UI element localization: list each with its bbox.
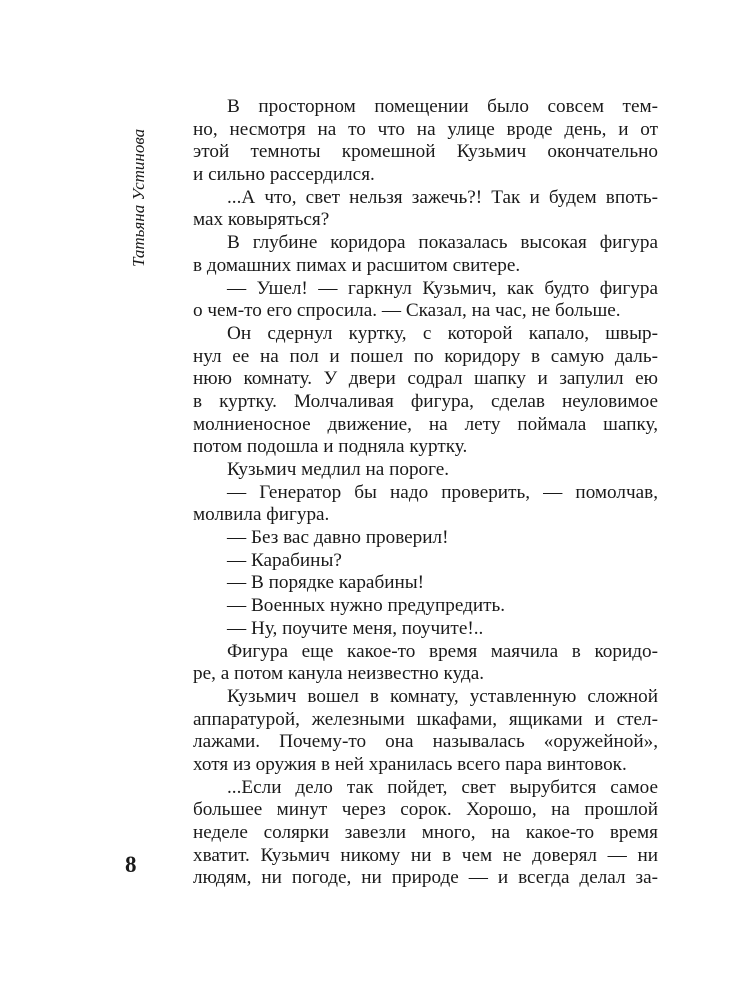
text-line: и сильно рассердился.	[193, 164, 375, 186]
running-header-text: Татьяна Устинова	[129, 128, 148, 267]
text-line: неделе солярки завезли много, на какое-то время	[193, 822, 658, 843]
text-line: — Карабины?	[227, 549, 342, 571]
text-line: — Генератор бы надо проверить, — помолчав,	[227, 481, 658, 503]
text-line: нюю комнату. У двери содрал шапку и запулил ею	[193, 368, 658, 390]
text-line: хотя из оружия в ней хранилась всего пара винтовок.	[193, 753, 627, 775]
page-number: 8	[125, 852, 137, 877]
text-line: нул ее на пол и пошел по коридору в самую даль-	[193, 345, 658, 367]
text-line: о чем-то его спросила. — Сказал, на час, не больше.	[193, 300, 621, 322]
text-line: потом подошла и подняла куртку.	[193, 436, 468, 458]
text-line: В глубине коридора показалась высокая фигура	[227, 232, 658, 254]
text-line: — В порядке карабины!	[227, 572, 425, 594]
text-line: Кузьмич медлил на пороге.	[227, 459, 450, 480]
text-line: большее минут через сорок. Хорошо, на прошлой	[193, 799, 658, 821]
text-line: — Ну, поучите меня, поучите!..	[227, 617, 484, 639]
text-line: ...А что, свет нельзя зажечь?! Так и будем впоть-	[227, 186, 658, 208]
text-line: людям, ни погоде, ни природе — и всегда делал за-	[193, 867, 658, 889]
text-line: в домашних пимах и расшитом свитере.	[193, 254, 521, 276]
text-line: — Без вас давно проверил!	[227, 527, 449, 549]
text-line: этой темноты кромешной Кузьмич окончательно	[193, 141, 658, 163]
text-line: ...Если дело так пойдет, свет вырубится самое	[227, 776, 658, 798]
text-line: В просторном помещении было совсем тем-	[227, 96, 658, 117]
text-line: хватит. Кузьмич никому ни в чем не доверял — ни	[193, 844, 658, 866]
text-line: мах ковыряться?	[193, 209, 330, 231]
text-line: молвила фигура.	[193, 504, 330, 526]
text-line: но, несмотря на то что на улице вроде день, и от	[193, 118, 658, 140]
text-line: молниеносное движение, на лету поймала шапку,	[193, 413, 658, 435]
text-line: лажами. Почему-то она называлась «оружейной»,	[193, 731, 658, 753]
text-line: — Ушел! — гаркнул Кузьмич, как будто фигура	[227, 277, 658, 299]
text-line: Кузьмич вошел в комнату, уставленную сложной	[227, 685, 658, 707]
text-line: в куртку. Молчаливая фигура, сделав неуловимое	[193, 390, 658, 412]
text-line: — Военных нужно предупредить.	[227, 595, 506, 617]
text-line: Фигура еще какое-то время маячила в коридо-	[227, 640, 658, 662]
text-line: Он сдернул куртку, с которой капало, швыр-	[227, 322, 658, 344]
running-header	[121, 95, 151, 270]
text-line: аппаратурой, железными шкафами, ящиками и стел-	[193, 708, 658, 730]
body-text	[193, 96, 658, 890]
text-line: ре, а потом канула неизвестно куда.	[193, 663, 485, 685]
